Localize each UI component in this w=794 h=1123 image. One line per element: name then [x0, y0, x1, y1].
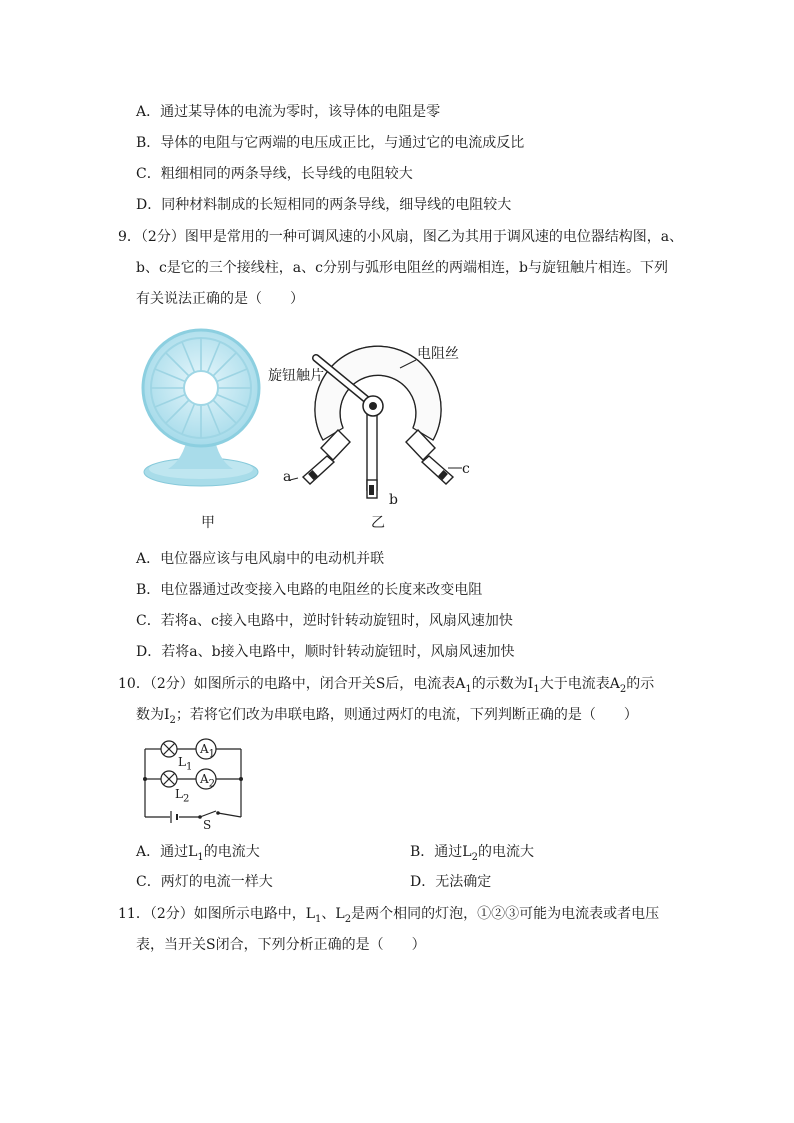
ammeter-a2-label: $A_2$ — [200, 772, 216, 790]
label-knob-contact: 旋钮触片 — [268, 368, 324, 384]
fan-illustration — [138, 325, 268, 490]
q10-option-a: A．通过$L_1$的电流大 — [136, 844, 260, 863]
q8-option-a: A．通过某导体的电流为零时，该导体的电阻是零 — [136, 104, 441, 120]
q10-option-d: D．无法确定 — [410, 874, 492, 890]
q11-stem-line1: 11．（2分）如图所示电路中，$L_1$、$L_2$是两个相同的灯泡，①②③可能为电流表或者电压 — [118, 906, 660, 925]
q9-option-d: D．若将a、b接入电路中，顺时针转动旋钮时，风扇风速加快 — [136, 644, 515, 660]
q10-stem-line1: 10．（2分）如图所示的电路中，闭合开关S后，电流表$A_1$的示数为$I_1$大于电流表$A_2$的示 — [118, 676, 655, 695]
label-terminal-b: b — [389, 492, 398, 508]
q8-option-c: C．粗细相同的两条导线，长导线的电阻较大 — [136, 166, 413, 182]
q9-option-c: C．若将a、c接入电路中，逆时针转动旋钮时，风扇风速加快 — [136, 613, 513, 629]
figure-label-yi: 乙 — [371, 515, 385, 531]
q9-stem-line2: b、c是它的三个接线柱，a、c分别与弧形电阻丝的两端相连，b与旋钮触片相连。下列 — [136, 260, 668, 276]
ammeter-a1-label: $A_1$ — [200, 742, 216, 760]
potentiometer-diagram — [280, 340, 480, 505]
label-resistance-wire: 电阻丝 — [417, 346, 459, 362]
q10-stem-line2: 数为$I_2$；若将它们改为串联电路，则通过两灯的电流，下列判断正确的是（ ） — [136, 707, 638, 726]
q10-option-b: B．通过$L_2$的电流大 — [410, 844, 534, 863]
q10-option-c: C．两灯的电流一样大 — [136, 874, 273, 890]
q9-stem-line3: 有关说法正确的是（ ） — [136, 291, 304, 307]
switch-s-label: S — [203, 818, 212, 832]
q9-option-a: A．电位器应该与电风扇中的电动机并联 — [136, 551, 385, 567]
lamp-l1-label: $L_1$ — [178, 755, 193, 773]
parallel-circuit-diagram — [140, 737, 250, 829]
label-terminal-a: a — [283, 469, 292, 485]
q11-stem-line2: 表，当开关S闭合，下列分析正确的是（ ） — [136, 937, 426, 953]
figure-label-jia: 甲 — [201, 515, 215, 531]
label-terminal-c: c — [462, 461, 470, 477]
q9-stem-line1: 9．（2分）图甲是常用的一种可调风速的小风扇，图乙为其用于调风速的电位器结构图，a、 — [118, 229, 684, 245]
q9-option-b: B．电位器通过改变接入电路的电阻丝的长度来改变电阻 — [136, 582, 483, 598]
q8-option-b: B．导体的电阻与它两端的电压成正比，与通过它的电流成反比 — [136, 135, 525, 151]
q8-option-d: D．同种材料制成的长短相同的两条导线，细导线的电阻较大 — [136, 197, 512, 213]
lamp-l2-label: $L_2$ — [175, 787, 190, 805]
